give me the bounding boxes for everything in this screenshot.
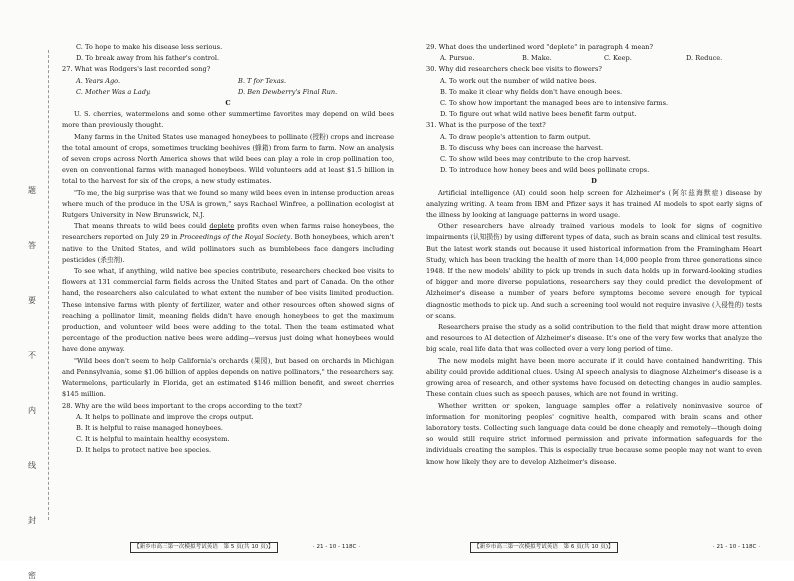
seal-notice	[28, 185, 42, 581]
q30-option-d: D. To figure out what wild native bees benefit farm output.	[440, 110, 637, 119]
question-31: 31. What is the purpose of the text?	[426, 121, 546, 130]
q29-option-b: B. Make.	[522, 54, 552, 63]
passage-c-para3: "To me, the big surprise was that we found so many wild bees even in intense production areas where much of the produce in the USA is grown," says Rachael Winfree, a pollination ecologist at Rutgers University in New Brunswick, N.J.	[62, 188, 394, 220]
q27-option-d: D. Ben Dewberry's Final Run.	[238, 87, 338, 96]
q27-options-row1	[62, 76, 394, 87]
seal-char: 密	[28, 571, 36, 580]
right-column	[426, 42, 762, 468]
option-line: C. To hope to make his disease less serious.	[76, 43, 223, 51]
question-29: 29. What does the underlined word "deplete" in paragraph 4 mean?	[426, 43, 654, 51]
q29-option-c: C. Keep.	[604, 54, 632, 63]
q28-option-b: B. It is helpful to raise managed honeybees.	[76, 423, 224, 432]
seal-char: 线	[28, 461, 36, 470]
passage-d-para1: Artificial intelligence (AI) could soon help screen for Alzheimer's (阿尔兹海默症) disease by analyzing writing. A team from IBM and Pfizer says it has trained AI models to spot early signs of the illness by looking at language patterns in word usage.	[426, 188, 762, 220]
para4-text: . Both honeybees, which aren't native to the United States, and wild pollinators such as bumblebees face dangers including pesticides (杀虫剂).	[62, 233, 394, 264]
seal-char: 题	[28, 186, 36, 195]
passage-d-para4: The new models might have been more accurate if it could have contained handwriting. This ability could provide additional clues. Using AI speech analysis to diagnose Alzheimer's disease is a growing area of research, and other systems have focused on detecting changes in audio samples. These contain clues such as speech pauses, which are not found in writing.	[426, 356, 762, 399]
q31-option-d: D. To introduce how honey bees and wild bees pollinate crops.	[440, 166, 650, 175]
q30-option-a: A. To work out the number of wild native bees.	[440, 76, 597, 85]
page-label-right: 【新乡市高三第一次模拟考试英语 第 6 页(共 10 页)】	[470, 542, 618, 553]
seal-char: 内	[28, 406, 36, 415]
journal-name: Proceedings of the Royal Society	[179, 233, 291, 242]
seal-char: 不	[28, 351, 36, 360]
seal-char: 答	[28, 241, 36, 250]
left-column	[62, 42, 394, 457]
passage-c-para1: U. S. cherries, watermelons and some other summertime favorites may depend on wild bees more than previously thought.	[62, 110, 394, 130]
passage-d-para2: Other researchers have already trained various models to look for signs of cognitive impairments (认知损伤) by using different types of data, such as brain scans and clinical test results. But the latest work stands out because it used historical information from the Framingham Heart Study, which has been tracking the health of more than 14,000 people from three generations since 1948. If the new models' ability to pick up trends in such data holds up in forward-looking studies of bigger and more diverse populations, researchers say they could predict the development of Alzheimer's disease a number of years before symptoms become severe enough for typical diagnostic methods to pick up. And such a screening tool would not require invasive (入侵性的) tests or scans.	[426, 222, 762, 320]
q30-option-c: C. To show how important the managed bees are to intensive farms.	[440, 99, 669, 108]
para4-text: profits even when farms raise honeybees, the researchers reported on July 29 in	[62, 222, 394, 242]
q28-option-c: C. It is helpful to maintain healthy ecosystem.	[76, 435, 230, 444]
section-c-heading: C	[225, 99, 231, 108]
seal-char: 要	[28, 296, 36, 305]
section-d-heading: D	[591, 177, 597, 186]
exam-code-right: · 21 - 10 - 118C ·	[712, 544, 760, 550]
question-27: 27. What was Rodgers's last recorded song?	[62, 65, 211, 74]
q27-options-row2	[62, 87, 394, 98]
passage-d-para3: Researchers praise the study as a solid contribution to the field that might draw more attention and resources to AI detection of Alzheimer's disease. It's one of the very few works that analyze the big scale, real life data that was collected over a very long period of time.	[426, 323, 762, 354]
passage-c-para6: "Wild bees don't seem to help California's orchards (果园), but based on orchards in Michigan and Pennsylvania, some $1.06 billion of apples depends on native pollinators," the researchers say. Watermelons, particularly in Florida, get an estimated $146 million benefit, and sweet cherries $145 million.	[62, 356, 394, 399]
question-28: 28. Why are the wild bees important to the crops according to the text?	[62, 401, 302, 410]
option-line: D. To break away from his father's control.	[76, 54, 220, 63]
q27-option-b: B. T for Texas.	[238, 76, 287, 85]
q28-option-d: D. It helps to protect native bee species.	[76, 446, 212, 455]
exam-code-left: · 21 - 10 - 118C ·	[312, 544, 360, 550]
question-30: 30. Why did researchers check bee visits to flowers?	[426, 65, 602, 74]
passage-c-para2: Many farms in the United States use managed honeybees to pollinate (授粉) crops and increase the total amount of crops, sometimes trucking beehives (蜂箱) from farm to farm. Now an analysis of seven crops across North America shows that wild bees can play a role in crop pollination too, even on conventional farms with managed honeybees. Wild volunteers add at least $1.5 billion in total to the harvest for six of the crops, a new study estimates.	[62, 132, 394, 186]
q29-options	[426, 53, 762, 64]
passage-d-para5: Whether written or spoken, language samples offer a relatively noninvasive source of information for monitoring peoples' cognitive health, compared with brain scans and other laboratory tests. Collecting such language data could be done cheaply and remotely—though doing so would still require strict informed permission and private information safeguards for the individuals creating the samples. This is especially true because some people may not want to even know how likely they are to develop Alzheimer's disease.	[426, 401, 762, 466]
binding-line	[48, 50, 49, 520]
q28-option-a: A. It helps to pollinate and improve the crops output.	[76, 412, 254, 421]
q29-option-d: D. Reduce.	[686, 54, 723, 63]
q31-option-b: B. To discuss why bees can increase the harvest.	[440, 143, 604, 152]
q27-option-a: A. Years Ago.	[76, 76, 121, 85]
q31-option-c: C. To show wild bees may contribute to the crop harvest.	[440, 155, 631, 164]
underlined-word: deplete	[209, 222, 235, 231]
q31-option-a: A. To draw people's attention to farm output.	[440, 132, 591, 141]
seal-char: 封	[28, 516, 36, 525]
q29-option-a: A. Pursue.	[440, 54, 475, 63]
para4-text: That means threats to wild bees could	[74, 222, 210, 231]
passage-c-para5: To see what, if anything, wild native bee species contribute, researchers checked bee visits to flowers at 131 commercial farm fields across the United States and part of Canada. On the other hand, the researchers also calculated to what extent the number of bee visits limited production. These intensive farms with plenty of fertilizer, water and other resources often showed signs of reaching a pollinator limit, meaning fields didn't have enough honeybees to get the maximum production, and volunteer wild bees were adding to the total. Then the team estimated what percentage of the production native bees were adding—versus just doing what honeybees would have done anyway.	[62, 267, 394, 354]
q27-option-c: C. Mother Was a Lady.	[76, 87, 151, 96]
q30-option-b: B. To make it clear why fields don't have enough bees.	[440, 87, 623, 96]
passage-c-para4	[62, 221, 394, 266]
right-footer	[470, 541, 760, 553]
left-footer	[130, 541, 360, 553]
page-label-left: 【新乡市高三第一次模拟考试英语 第 5 页(共 10 页)】	[130, 542, 278, 553]
